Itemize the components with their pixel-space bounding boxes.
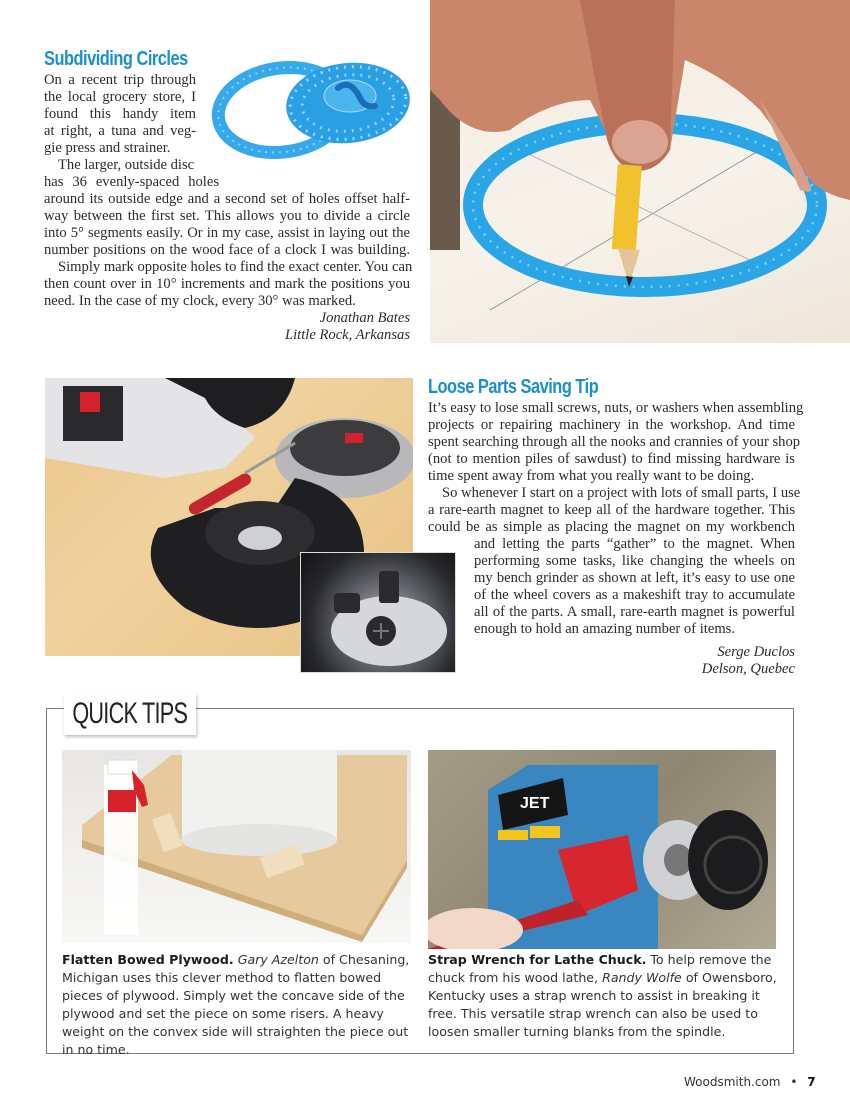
quick-tips-title: QUICK TIPS xyxy=(72,697,188,730)
footer-bullet: • xyxy=(790,1075,798,1089)
text-line: found this handy item xyxy=(44,106,196,122)
text-line: need. In the case of my clock, every 30° was marked. xyxy=(44,293,356,309)
text-line: around its outside edge and a second set of holes offset half- xyxy=(44,191,410,207)
text-line: then count over in 10° increments and mark the positions you xyxy=(44,276,410,292)
tip-flatten-plywood xyxy=(62,951,412,1059)
text-line: enough to hold an amazing number of items. xyxy=(474,621,736,637)
tip-body-before: To help remove the chuck from his wood lathe, xyxy=(428,952,772,985)
loose-parts-byline xyxy=(580,644,795,678)
page-footer xyxy=(684,1075,816,1089)
text-line: my bench grinder as shown at left, it’s easy to use one xyxy=(474,570,795,586)
text-line: It’s easy to lose small screws, nuts, or washers when assembling xyxy=(428,400,804,416)
author-name: Jonathan Bates xyxy=(319,310,410,326)
text-line: projects or repairing machinery in the workshop. And time xyxy=(428,417,795,433)
tip-author: Randy Wolfe xyxy=(602,970,682,985)
strainer-photo xyxy=(210,48,415,163)
tip-body-after: of Owensboro, Kentucky uses a strap wrench to assist in breaking it free. This versatile strap wrench can also be used to loosen smaller turning blanks from the spindle. xyxy=(428,970,777,1039)
text-line: a rare-earth magnet to keep all of the hardware together. This xyxy=(428,502,795,518)
subdividing-circles-heading: Subdividing Circles xyxy=(44,48,188,70)
text-line: has 36 evenly-spaced holes xyxy=(44,174,219,190)
plywood-photo xyxy=(62,750,411,943)
author-location: Delson, Quebec xyxy=(701,661,795,677)
hand-marking-with-pencil-illustration xyxy=(430,0,850,343)
text-line: number positions on the wood face of a clock I was building. xyxy=(44,242,410,258)
text-line: way between the first set. This allows you to divide a circle xyxy=(44,208,410,224)
hand-ring-photo xyxy=(430,0,850,343)
tip-body: of Chesaning, Michigan uses this clever method to flatten bowed pieces of plywood. Simply wet the concave side of the plywood and set the piece on some risers. A heavy weight on the convex side will straighten the piece out in no time. xyxy=(62,952,410,1057)
lathe-photo xyxy=(428,750,776,949)
text-line: performing some tasks, like changing the wheels on xyxy=(474,553,795,569)
text-line: time spent away from what you really want to be doing. xyxy=(428,468,755,484)
text-line: the local grocery store, I xyxy=(44,89,196,105)
tip-strap-wrench xyxy=(428,951,778,1041)
jet-brand-label: JET xyxy=(520,795,550,812)
text-line: (not to mention piles of sawdust) to find missing hardware is xyxy=(428,451,795,467)
loose-parts-para2-wrap xyxy=(474,536,795,638)
screws-magnet-illustration xyxy=(301,553,456,673)
subdividing-para2-short xyxy=(44,157,219,191)
screws-on-magnet-inset-photo xyxy=(300,552,456,673)
subdividing-byline xyxy=(200,310,410,344)
text-line: Simply mark opposite holes to find the exact center. You can xyxy=(58,259,413,275)
text-line: On a recent trip through xyxy=(44,72,196,88)
text-line: The larger, outside disc xyxy=(58,157,195,173)
text-line: So whenever I start on a project with lots of small parts, I use xyxy=(442,485,801,501)
text-line: at right, a tuna and veg- xyxy=(44,123,196,139)
text-line: could be as simple as placing the magnet on my workbench xyxy=(428,519,795,535)
text-line: spent searching through all the nooks and crannies of your shop xyxy=(428,434,801,450)
tip-title: Flatten Bowed Plywood. xyxy=(62,952,234,967)
text-line: into 5° segments easily. Or in my case, assist in laying out the xyxy=(44,225,410,241)
tuna-press-strainer-illustration xyxy=(210,48,415,163)
tip-title: Strap Wrench for Lathe Chuck. xyxy=(428,952,647,967)
quick-tips-label xyxy=(64,693,196,735)
footer-site: Woodsmith.com xyxy=(684,1075,781,1089)
page-number: 7 xyxy=(807,1075,816,1089)
author-location: Little Rock, Arkansas xyxy=(285,327,410,343)
tip-author: Gary Azelton xyxy=(237,952,319,967)
text-line: of the wheel covers as a makeshift tray to accumulate xyxy=(474,587,795,603)
author-name: Serge Duclos xyxy=(717,644,795,660)
subdividing-para2-full xyxy=(44,191,413,310)
strap-wrench-lathe-illustration xyxy=(428,750,776,949)
subdividing-intro-text xyxy=(44,72,196,157)
loose-parts-para1 xyxy=(428,400,804,536)
text-line: gie press and strainer. xyxy=(44,140,171,156)
loose-parts-heading: Loose Parts Saving Tip xyxy=(428,376,599,398)
text-line: and letting the parts “gather” to the magnet. When xyxy=(474,536,795,552)
text-line: all of the parts. A small, rare-earth magnet is powerful xyxy=(474,604,795,620)
plywood-risers-illustration xyxy=(62,750,411,943)
